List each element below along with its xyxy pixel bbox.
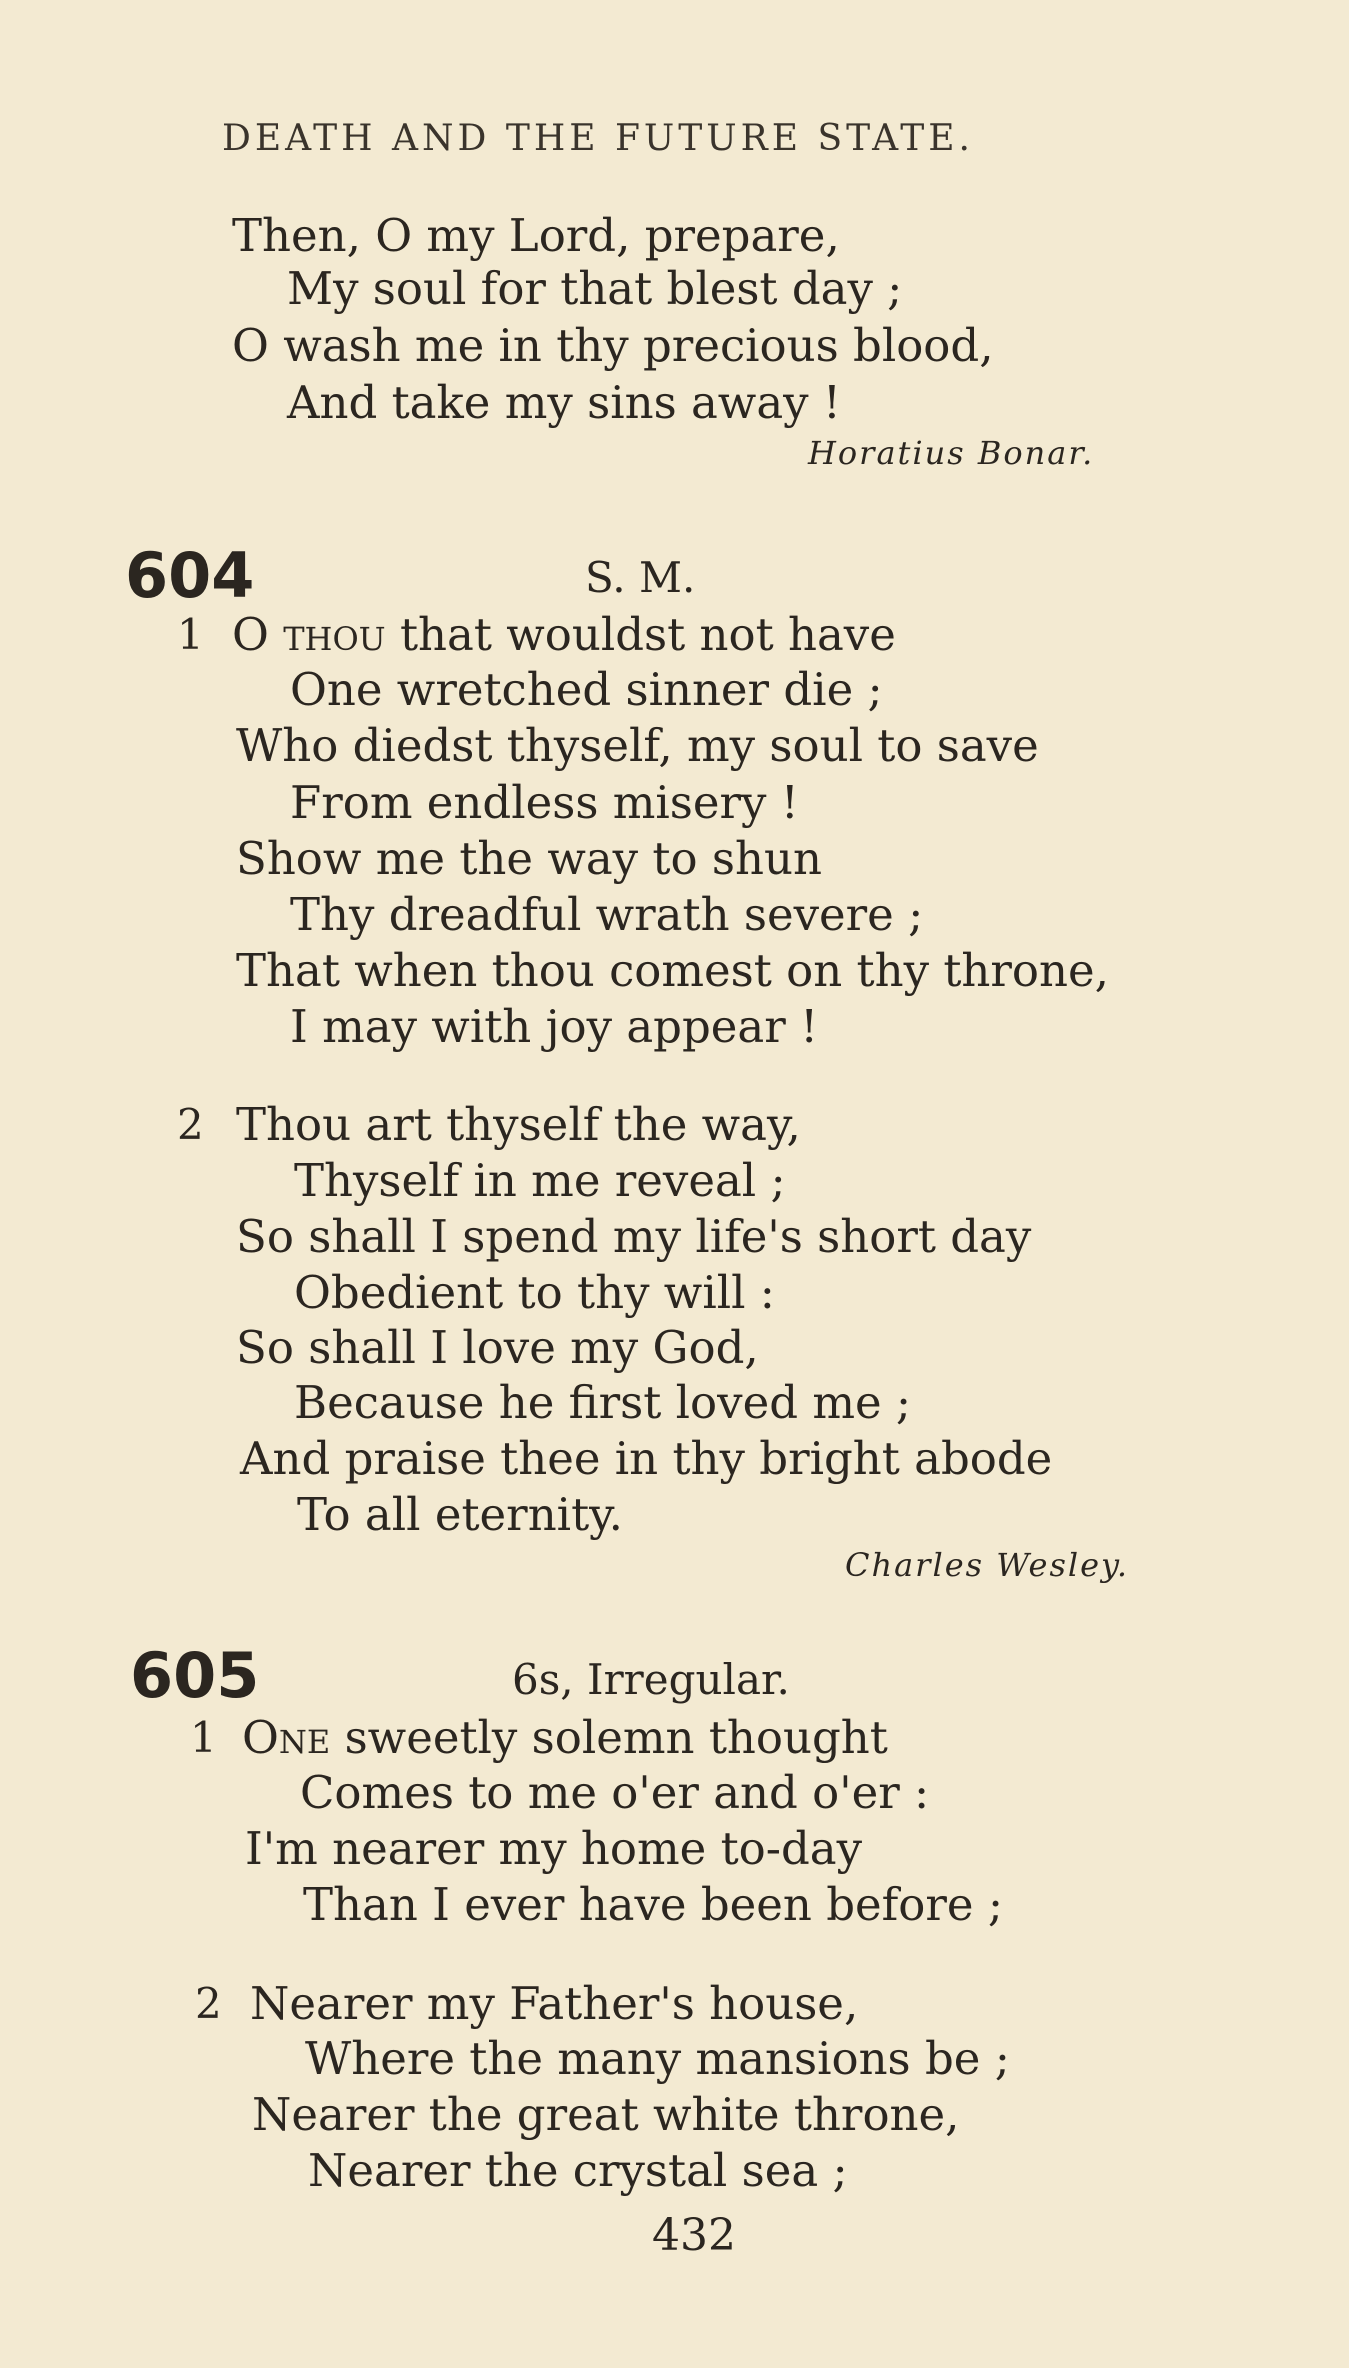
verse-line: Obedient to thy will : (294, 1266, 775, 1319)
verse-line: To all eternity. (297, 1488, 623, 1541)
page-number: 432 (652, 2210, 736, 2261)
verse-line: Thyself in me reveal ; (294, 1154, 786, 1207)
verse-line: Thy dreadful wrath severe ; (290, 888, 924, 941)
hymn-meter: S. M. (585, 553, 696, 602)
stanza-line: And take my sins away ! (287, 376, 841, 429)
verse-first-word: One (242, 1711, 331, 1764)
verse-number: 2 (177, 1100, 204, 1149)
verse-line: Show me the way to shun (236, 832, 822, 885)
verse-line: Than I ever have been before ; (303, 1878, 1004, 1931)
verse-line: One wretched sinner die ; (290, 663, 883, 716)
verse-line: Thou art thyself the way, (236, 1098, 801, 1151)
verse-line: Nearer the crystal sea ; (308, 2144, 848, 2197)
author-attribution: Charles Wesley. (845, 1546, 1130, 1584)
hymn-meter: 6s, Irregular. (512, 1655, 790, 1704)
stanza-line: Then, O my Lord, prepare, (232, 209, 840, 262)
verse-line: From endless misery ! (290, 776, 799, 829)
verse-first-line (242, 1711, 888, 1764)
verse-line: That when thou comest on thy throne, (236, 944, 1109, 997)
verse-first-rest: sweetly solemn thought (344, 1711, 888, 1764)
verse-first-line (232, 608, 896, 661)
hymn-number: 605 (130, 1639, 260, 1712)
verse-line: Where the many mansions be ; (305, 2032, 1010, 2085)
verse-line: I may with joy appear ! (290, 1000, 819, 1053)
hymn-number: 604 (125, 539, 255, 612)
verse-line: Nearer the great white throne, (252, 2088, 960, 2141)
verse-line: I'm nearer my home to-day (245, 1822, 863, 1875)
verse-line: Nearer my Father's house, (250, 1977, 859, 2030)
stanza-line: My soul for that blest day ; (287, 262, 903, 315)
verse-line: And praise thee in thy bright abode (240, 1432, 1053, 1485)
verse-line: Who diedst thyself, my soul to save (236, 719, 1039, 772)
verse-number: 1 (190, 1713, 217, 1762)
verse-number: 2 (195, 1979, 222, 2028)
verse-line: So shall I love my God, (236, 1321, 759, 1374)
verse-first-word: O thou (232, 608, 386, 661)
running-header: DEATH AND THE FUTURE STATE. (222, 118, 974, 159)
author-attribution: Horatius Bonar. (808, 434, 1095, 472)
verse-line: Comes to me o'er and o'er : (300, 1766, 930, 1819)
verse-first-rest: that wouldst not have (399, 608, 896, 661)
verse-number: 1 (177, 610, 204, 659)
stanza-line: O wash me in thy precious blood, (232, 319, 994, 372)
verse-line: Because he first loved me ; (294, 1376, 912, 1429)
verse-line: So shall I spend my life's short day (236, 1210, 1032, 1263)
